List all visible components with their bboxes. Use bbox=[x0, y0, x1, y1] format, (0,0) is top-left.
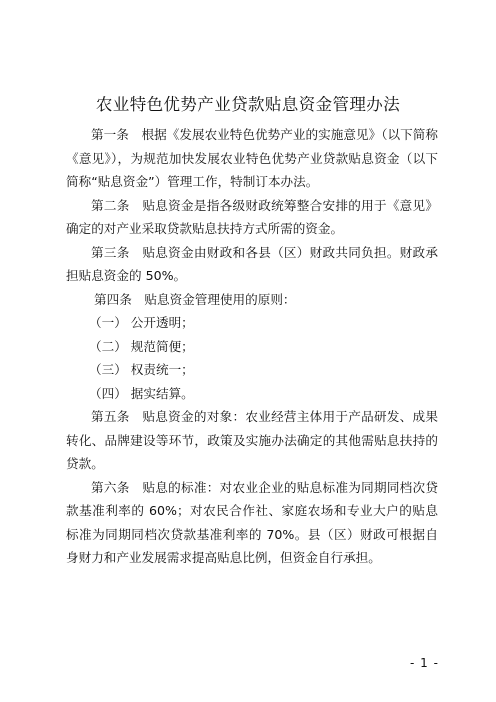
article-1: 第一条 根据《发展农业特色优势产业的实施意见》（以下简称《意见》），为规范加快发展农业特色优势产业贷款贴息资金（以下简称“贴息资金”）管理工作，特制订本办法。 bbox=[66, 127, 438, 189]
page-number: - 1 - bbox=[410, 656, 439, 670]
article-5: 第五条 贴息资金的对象：农业经营主体用于产品研发、成果转化、品牌建设等环节，政策及实施办法确定的其他需贴息扶持的贷款。 bbox=[66, 409, 438, 471]
article-6: 第六条 贴息的标准：对农业企业的贴息标准为同期同档次贷款基准利率的 60%；对农民合作社、家庭农场和专业大户的贴息标准为同期同档次贷款基准利率的 70%。县（区）财政可根据自身财力和产业发展需求提高贴息比例，但资金自行承担。 bbox=[66, 479, 438, 565]
document-title: 农业特色优势产业贷款贴息资金管理办法 bbox=[95, 95, 401, 114]
article-4: 第四条 贴息资金管理使用的原则： bbox=[94, 291, 296, 307]
article-3: 第三条 贴息资金由财政和各县（区）财政共同负担。财政承担贴息资金的 50%。 bbox=[66, 244, 438, 283]
principle-item: （一） 公开透明； bbox=[89, 315, 194, 330]
document-body bbox=[66, 123, 438, 570]
article-2: 第二条 贴息资金是指各级财政统筹整合安排的用于《意见》确定的对产业采取贷款贴息扶持方式所需的资金。 bbox=[66, 197, 438, 236]
principle-item: （四） 据实结算。 bbox=[89, 385, 194, 401]
principle-item: （二） 规范简便； bbox=[89, 338, 194, 354]
principle-item: （三） 权责统一； bbox=[89, 362, 194, 377]
